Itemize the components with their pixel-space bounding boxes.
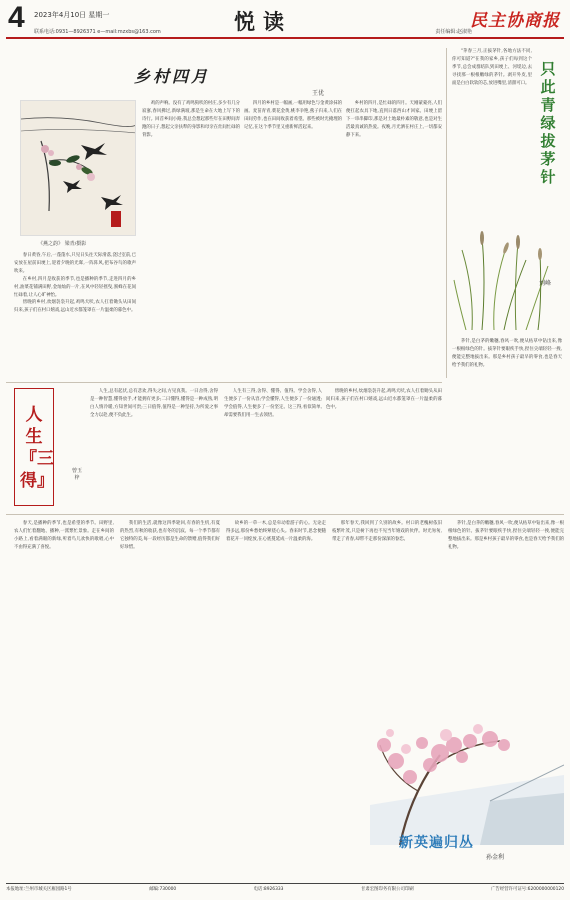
footer-printer: 甘肃宏图印务有限公司印刷 bbox=[360, 887, 414, 892]
footer-license: 广告经营许可证号:6200000000120 bbox=[491, 887, 564, 892]
life-paragraph: 人生,总有起伏,总有悲欢,得失之间,方见真我。一曰舍得,舍得是一种智慧,懂得放手,才能拥有更多;二曰懂得,懂得是一种成熟,明白人情冷暖,方知世间可贵;三曰值得,值得是一种坚持,为所爱之事全力以赴,便不负此生。 bbox=[90, 389, 218, 418]
life-title: 人生『三得』 bbox=[20, 405, 54, 491]
grass-paragraph: 茅针,是白茅的嫩穗,春风一吹,便从枯草中钻出来,像一根根绿色的针。拔茅针要眼疾手快,捏住尖端轻轻一拽,便能完整地拔出来。那是乡村孩子最早的零食,也是春天给予我们的礼物。 bbox=[452, 339, 562, 368]
bottom-column bbox=[226, 520, 326, 878]
contact-info: 联系电话:0931—8926371 e—mail:mzxbs@163.com bbox=[34, 29, 161, 35]
bottom-column bbox=[120, 520, 220, 878]
grass-paragraph: "茅春三月,正拔茅针,各地方法不同,你可知道?"在我的家乡,孩子们每到这个季节,总会成群结队到田埂上、河堤边,去寻找那一根根嫩绿的茅针。剥开外皮,里面是白白软软的芯,放进嘴里,清甜可口。 bbox=[452, 49, 532, 86]
feature-lead-text bbox=[14, 252, 136, 382]
footer-rule bbox=[6, 883, 564, 884]
feature-paragraph: 春日黄昏,午后,一蓬蓬水,只见日头往天际滑落,浇过室前,已安放在屋前田埂上,迎着夕晚的光晖,一阵阵风,把布谷鸟的歌声吹来。 bbox=[14, 253, 136, 274]
section-title: 悦读 bbox=[234, 9, 292, 34]
footer-phone: 电话:8926333 bbox=[253, 887, 284, 892]
section-divider bbox=[6, 514, 564, 515]
plum-blossom-illustration bbox=[370, 705, 564, 845]
grass-author: 刘峰 bbox=[538, 280, 551, 287]
feature-paragraph: 四月的乡村是一幅画,一幅用绿色与金黄涂抹的画。麦苗青青,菜花金黄,桃李争艳,燕子归来,人们在田间劳作,也在田间收获着希望。那些被时光掩埋的记忆,在这个季节里又重新鲜活起来。 bbox=[244, 101, 342, 130]
bottom-paragraph: 春天,是播种的季节,也是希望的季节。田野里,农人们忙着翻地、播种,一派繁忙景象。走在乡间的小路上,看着满眼的新绿,听着鸟儿欢快的歌唱,心中不由得充满了喜悦。 bbox=[14, 521, 114, 550]
footer-address: 本报地址:兰州市城关区雁园路1号 bbox=[6, 887, 72, 892]
grass-column bbox=[452, 48, 532, 226]
life-column bbox=[326, 388, 442, 510]
footer-post: 邮编:730000 bbox=[149, 887, 177, 892]
masthead bbox=[6, 0, 564, 40]
feature-column bbox=[142, 100, 240, 370]
bottom-paragraph: 故乡的一草一木,总是牵动着游子的心。无论走得多远,那份乡愁始终萦绕心头。春来时节,思念便随着花开一同绽放,在心底蔓延成一片温柔的海。 bbox=[226, 521, 326, 542]
poem-author: 孙金利 bbox=[486, 854, 505, 861]
feature-paragraph: 乡村的四月,是忙碌的四月。天刚蒙蒙亮,人们便扛起农具下地,直到日落西山才回家。田埂上留下一串串脚印,那是对土地最朴素的敬意,也是对生活最真诚的热爱。夜晚,月光洒在村庄上,一切都安静下来。 bbox=[346, 101, 442, 138]
grass-column bbox=[452, 338, 562, 378]
bottom-column bbox=[448, 520, 564, 700]
life-author: 曾玉梓 bbox=[72, 468, 83, 481]
feature-paragraph: 鸡的声响。没有了鸡鸣狗吠的村庄,多少有几分寂寥,春风拂过,新绿满坡,那是生命在大地上写下的诗行。回首乡间小路,我总会想起那些年在田野间奔跑的日子,想起父亲扶犁的身影和母亲在灶间忙碌的背影。 bbox=[142, 101, 240, 138]
column-divider bbox=[446, 48, 447, 378]
newspaper-logo: 民主协商报 bbox=[470, 11, 560, 31]
feature-author: 王优 bbox=[312, 90, 325, 97]
life-column bbox=[224, 388, 322, 510]
bottom-paragraph: 茅针,是白茅的嫩穗,春风一吹,便从枯草中钻出来,像一根根绿色的针。拔茅针要眼疾手快,捏住尖端轻轻一拽,便能完整地拔出来。那是乡村孩子最早的零食,也是春天给予我们的礼物。 bbox=[448, 521, 564, 550]
masthead-rule bbox=[6, 37, 564, 39]
life-column bbox=[90, 388, 218, 510]
page-number: 4 bbox=[8, 1, 25, 34]
grass-feature-title: 只此青绿拔茅针 bbox=[540, 60, 556, 186]
feature-column bbox=[244, 100, 342, 370]
footer bbox=[6, 886, 564, 892]
life-paragraph: 人生有三得,舍得、懂得、值得。学会舍得,人生便多了一份从容;学会懂得,人生便多了一份通透;学会值得,人生便多了一份坚定。这三得,看似简单,却需要我们用一生去领悟。 bbox=[224, 389, 322, 418]
issue-date: 2023年4月10日 星期一 bbox=[34, 11, 110, 19]
swallow-photo bbox=[20, 100, 136, 236]
feature-column bbox=[346, 100, 442, 370]
poem-title: 新英遍归丛 bbox=[399, 835, 474, 851]
bottom-column bbox=[14, 520, 114, 878]
swallow-illustration bbox=[21, 101, 136, 236]
editor-credit: 责任编辑:赵淑艳 bbox=[435, 29, 472, 35]
bottom-paragraph: 那年春天,我回到了久别的故乡。村口的老槐树依旧枝繁叶茂,只是树下再也不见当年嬉戏的伙伴。时光匆匆,带走了青春,却带不走那份深深的眷恋。 bbox=[332, 521, 442, 542]
bottom-paragraph: 我们的生活,就像这四季轮回,有春的生机,有夏的热烈,有秋的收获,也有冬的沉寂。每一个季节都有它独特的美,每一段经历都是生命的馈赠,值得我们好好珍惜。 bbox=[120, 521, 220, 550]
photo-caption: 《燕之韵》 梁青/摄影 bbox=[38, 241, 87, 247]
bottom-column bbox=[332, 520, 442, 700]
feature-paragraph: 傍晚的乡村,炊烟袅袅升起,鸡鸣犬吠,农人扛着锄头从田间归来,孩子们在村口嬉戏,远山近水都笼罩在一片温柔的暮色中。 bbox=[14, 300, 136, 314]
feature-title: 乡村四月 bbox=[134, 67, 211, 86]
life-paragraph: 傍晚的乡村,炊烟袅袅升起,鸡鸣犬吠,农人扛着锄头从田间归来,孩子们在村口嬉戏,远山近水都笼罩在一片温柔的暮色中。 bbox=[326, 389, 442, 410]
section-divider bbox=[6, 382, 442, 383]
blossom-illustration bbox=[370, 705, 564, 845]
feature-paragraph: 在乡村,四月是收获的季节,也是播种的季节,走进四月的乡村,油菜花铺满田野,金灿灿的一片,在风中轻轻摇曳,蜜蜂在花间忙碌着,让人心旷神怡。 bbox=[14, 276, 136, 298]
